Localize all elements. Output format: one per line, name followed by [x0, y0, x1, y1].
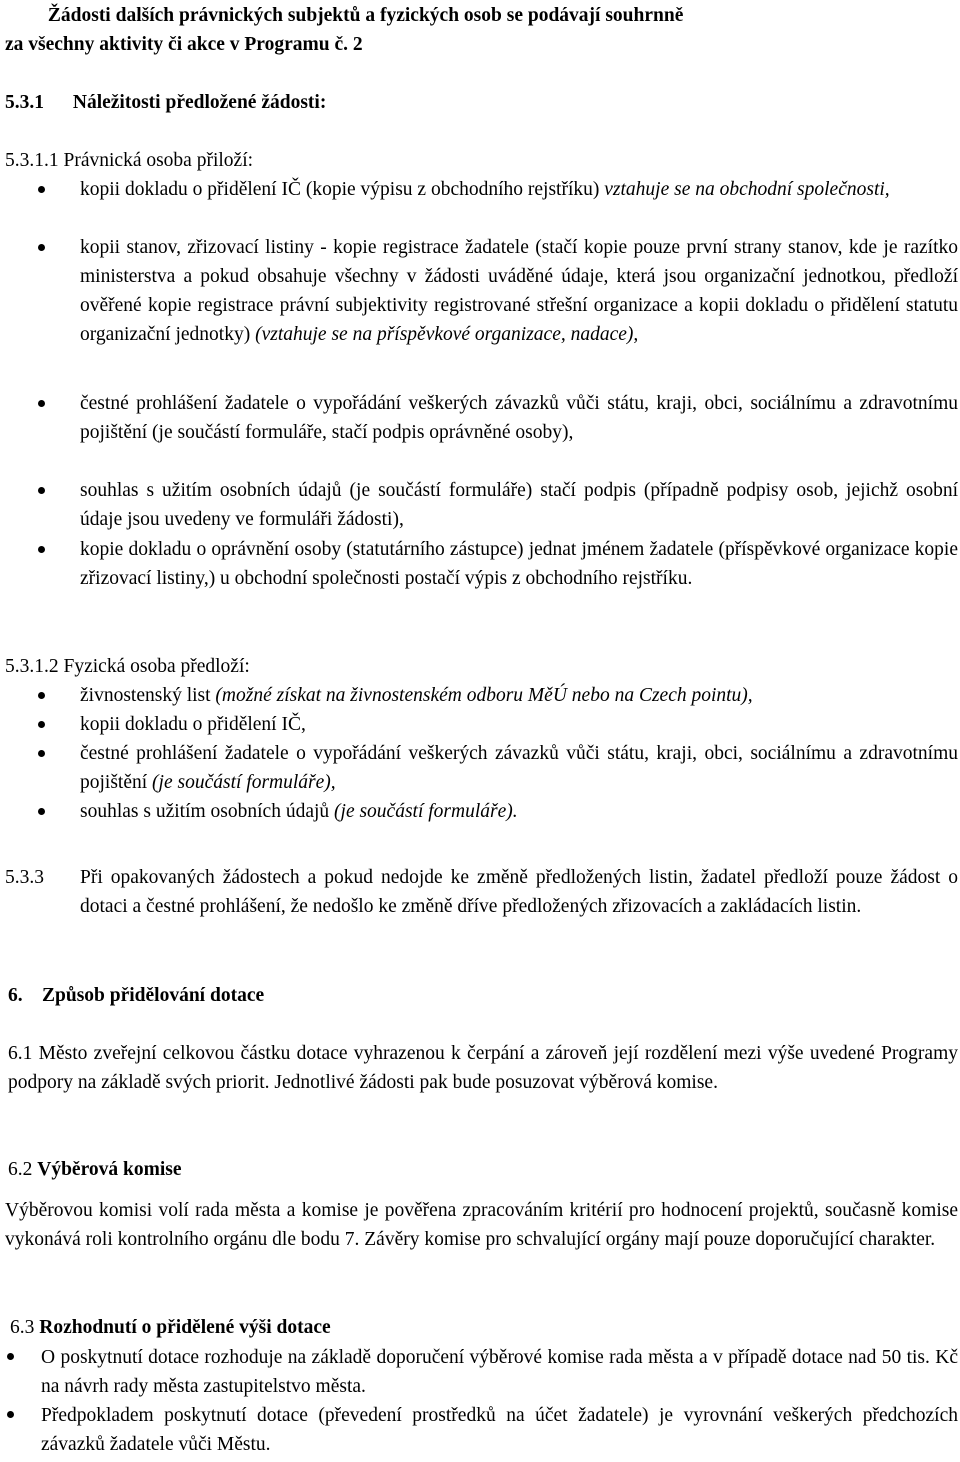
section-title: Náležitosti předložené žádosti: [72, 92, 327, 113]
bullet-icon [38, 692, 45, 699]
list-item [80, 797, 958, 826]
section-6-1 [8, 1039, 958, 1097]
section-number: 5.3.1.1 [5, 150, 59, 171]
bullet-icon [38, 244, 45, 251]
section-number: 5.3.1.2 [5, 656, 59, 677]
section-6-2-heading [8, 1155, 958, 1184]
section-number: 6.2 [8, 1159, 33, 1180]
section-number: 5.3.3 [5, 867, 44, 888]
list-item: kopii dokladu o přidělení IČ, [80, 714, 306, 735]
section-5-3-1-1-heading [5, 146, 960, 175]
section-number: 6. [8, 985, 23, 1006]
list-item: O poskytnutí dotace rozhoduje na základě doporučení výběrové komise rada města a v případě dotace nad 50 tis. Kč na návrh rady města zastupitelstvo města. [41, 1347, 958, 1397]
bullet-icon [38, 400, 45, 407]
list-item [80, 681, 958, 710]
item-text: kopii dokladu o přidělení IČ (kopie výpisu z obchodního rejstříku) [80, 179, 605, 200]
heading-line-1: Žádosti dalších právnických subjektů a fyzických osob se podávají souhrnně [47, 5, 684, 26]
section-5-3-heading-line2: za všechny aktivity či akce v Programu č. 2 [5, 34, 363, 55]
item-note: (je součástí formuláře). [334, 801, 518, 822]
list-item [80, 233, 958, 349]
section-6-heading [8, 981, 958, 1010]
item-note: (možné získat na živnostenském odboru MěÚ nebo na Czech pointu), [215, 685, 753, 706]
section-6-3-heading [10, 1313, 958, 1342]
item-text: kopii stanov, zřizovací listiny - kopie registrace žadatele (stačí kopie pouze první strany stanov, kde je razítko ministerstva a pokud obsahuje všechny v žádosti uváděné údaje, která jsou organizační jednotkou, předloží ověřené kopie registrace právní subjektivity registrované střešní organizace a kopii dokladu o přidělení statutu organizační jednotky) [80, 237, 958, 345]
section-title: Způsob přidělování dotace [42, 985, 265, 1006]
bullet-icon [38, 487, 45, 494]
section-text: Při opakovaných žádostech a pokud nedojde ke změně předložených listin, žadatel předloží pouze žádost o dotaci a čestné prohlášení, že nedošlo ke změně dříve předložených zřizovacích a zakládacích listin. [80, 867, 958, 917]
section-6-2-text: Výběrovou komisi volí rada města a komise je pověřena zpracováním kritérií pro hodnocení projektů, současně komise vykonává roli kontrolního orgánu dle bodu 7. Závěry komise pro schvalující orgány mají pouze doporučující charakter. [5, 1200, 958, 1250]
item-note: (je součástí formuláře), [152, 772, 336, 793]
list-item: kopie dokladu o oprávnění osoby (statutárního zástupce) jednat jménem žadatele (příspěvkové organizace kopie zřizovací listiny,) u obchodní společnosti postačí výpis z obchodního rejstříku. [80, 539, 958, 589]
section-number: 6.3 [10, 1317, 35, 1338]
section-title: Výběrová komise [37, 1159, 182, 1180]
bullet-icon [38, 546, 45, 553]
section-number: 5.3.1 [5, 92, 44, 113]
section-number: 6.1 [8, 1043, 33, 1064]
list-item: souhlas s užitím osobních údajů (je součástí formuláře) stačí podpis (případně podpisy osob, jejichž osobní údaje jsou uvedeny ve formuláři žádosti), [80, 480, 958, 530]
bullet-icon [38, 808, 45, 815]
section-title: Fyzická osoba předloží: [63, 656, 250, 677]
bullet-icon [38, 186, 45, 193]
section-text: Město zveřejní celkovou částku dotace vyhrazenou k čerpání a zároveň její rozdělení mezi výše uvedené Programy podpory na základě svých priorit. Jednotlivé žádosti pak bude posuzovat výběrová komise. [8, 1043, 958, 1093]
item-note: (vztahuje se na příspěvkové organizace, nadace), [255, 324, 639, 345]
bullet-icon [38, 750, 45, 757]
list-item: Předpokladem poskytnutí dotace (převedení prostředků na účet žadatele) je vyrovnání veškerých předchozích závazků žadatele vůči Městu. [41, 1405, 958, 1455]
section-5-3-heading [5, 1, 960, 30]
item-note: vztahuje se na obchodní společnosti, [604, 179, 890, 200]
section-5-3-1-2-heading [5, 652, 960, 681]
section-title: Rozhodnutí o přidělené výši dotace [39, 1317, 331, 1338]
list-item: čestné prohlášení žadatele o vypořádání veškerých závazků vůči státu, kraji, obci, sociálnímu a zdravotnímu pojištění (je součástí formuláře, stačí podpis oprávněné osoby), [80, 393, 958, 443]
section-5-3-3 [5, 863, 958, 921]
section-number [5, 1, 43, 30]
section-5-3-1-heading [5, 88, 960, 117]
bullet-icon [38, 721, 45, 728]
item-text: souhlas s užitím osobních údajů [80, 801, 335, 822]
list-item [80, 739, 958, 797]
item-text: živnostenský list [80, 685, 216, 706]
item-text: čestné prohlášení žadatele o vypořádání veškerých závazků vůči státu, kraji, obci, sociálnímu a zdravotnímu pojištění [80, 743, 958, 793]
bullet-icon [7, 1353, 14, 1360]
list-item [80, 175, 958, 204]
bullet-icon [7, 1411, 14, 1418]
section-title: Právnická osoba přiloží: [63, 150, 254, 171]
